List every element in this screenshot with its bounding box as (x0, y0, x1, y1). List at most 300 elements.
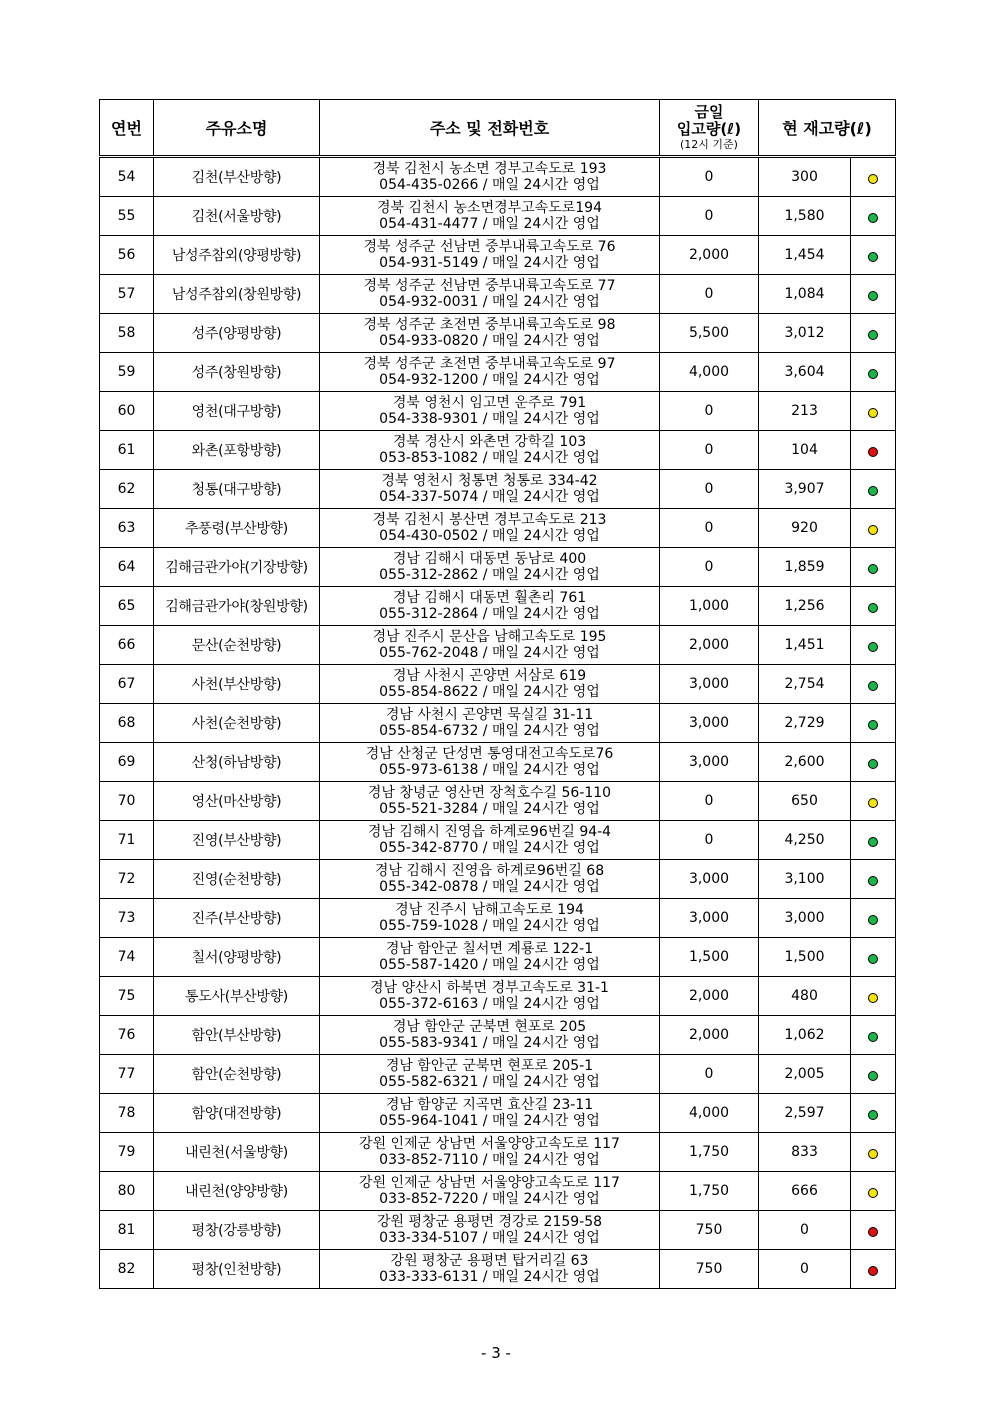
station-name: 평창(강릉방향) (154, 1211, 320, 1250)
gas-station-table (99, 99, 896, 1289)
row-number: 77 (100, 1055, 154, 1094)
station-name: 영산(마산방향) (154, 782, 320, 821)
status-cell (851, 977, 896, 1016)
current-stock: 1,580 (759, 197, 851, 236)
row-number: 81 (100, 1211, 154, 1250)
address-line: 강원 평창군 용평면 경강로 2159-58 (376, 1214, 603, 1230)
station-name: 성주(창원방향) (154, 353, 320, 392)
station-address (320, 587, 660, 626)
station-address (320, 236, 660, 275)
status-cell (851, 626, 896, 665)
row-number: 72 (100, 860, 154, 899)
phone-hours-line: 055-973-6138 / 매일 24시간 영업 (379, 762, 600, 778)
table-row (100, 275, 896, 314)
table-row (100, 1016, 896, 1055)
phone-hours-line: 055-583-9341 / 매일 24시간 영업 (379, 1035, 600, 1051)
status-cell (851, 157, 896, 197)
status-dot-icon (868, 1149, 878, 1159)
phone-hours-line: 055-964-1041 / 매일 24시간 영업 (379, 1113, 600, 1129)
status-cell (851, 1250, 896, 1289)
table-row (100, 1055, 896, 1094)
station-name: 와촌(포항방향) (154, 431, 320, 470)
table-row (100, 470, 896, 509)
row-number: 79 (100, 1133, 154, 1172)
station-name: 내린천(서울방향) (154, 1133, 320, 1172)
station-name: 남성주참외(창원방향) (154, 275, 320, 314)
address-line: 경북 영천시 임고면 운주로 791 (392, 395, 587, 411)
table-row (100, 353, 896, 392)
current-stock: 1,084 (759, 275, 851, 314)
status-cell (851, 743, 896, 782)
status-dot-icon (868, 408, 878, 418)
incoming-amount: 0 (660, 548, 759, 587)
station-address (320, 782, 660, 821)
header-stock: 현 재고량(ℓ) (759, 100, 896, 157)
status-dot-icon (868, 837, 878, 847)
status-cell (851, 938, 896, 977)
address-line: 경북 김천시 봉산면 경부고속도로 213 (372, 512, 607, 528)
table-row (100, 821, 896, 860)
incoming-amount: 4,000 (660, 1094, 759, 1133)
phone-hours-line: 055-312-2862 / 매일 24시간 영업 (379, 567, 600, 583)
table-row (100, 1172, 896, 1211)
station-address (320, 392, 660, 431)
status-dot-icon (868, 447, 878, 457)
current-stock: 0 (759, 1250, 851, 1289)
status-dot-icon (868, 1032, 878, 1042)
status-dot-icon (868, 720, 878, 730)
table-row (100, 1094, 896, 1133)
row-number: 58 (100, 314, 154, 353)
row-number: 62 (100, 470, 154, 509)
table-row (100, 626, 896, 665)
status-dot-icon (868, 642, 878, 652)
row-number: 63 (100, 509, 154, 548)
page-number: - 3 - (481, 1344, 511, 1362)
incoming-amount: 5,500 (660, 314, 759, 353)
address-line: 강원 인제군 상남면 서울양양고속도로 117 (359, 1136, 620, 1152)
row-number: 64 (100, 548, 154, 587)
current-stock: 3,907 (759, 470, 851, 509)
station-address (320, 821, 660, 860)
station-name: 통도사(부산방향) (154, 977, 320, 1016)
address-line: 경북 김천시 농소면경부고속도로194 (377, 200, 602, 216)
current-stock: 2,754 (759, 665, 851, 704)
station-name: 산청(하남방향) (154, 743, 320, 782)
address-line: 경북 성주군 선남면 중부내륙고속도로 77 (363, 278, 616, 294)
incoming-amount: 0 (660, 470, 759, 509)
row-number: 59 (100, 353, 154, 392)
phone-hours-line: 055-312-2864 / 매일 24시간 영업 (379, 606, 600, 622)
station-address (320, 1250, 660, 1289)
phone-hours-line: 055-854-6732 / 매일 24시간 영업 (379, 723, 600, 739)
address-line: 경남 사천시 곤양면 묵실길 31-11 (385, 707, 594, 723)
address-line: 경북 성주군 선남면 중부내륙고속도로 76 (363, 239, 616, 255)
current-stock: 1,062 (759, 1016, 851, 1055)
station-address (320, 431, 660, 470)
current-stock: 1,859 (759, 548, 851, 587)
address-line: 강원 평창군 용평면 탑거리길 63 (390, 1253, 589, 1269)
header-incoming-line1: 금일 (694, 103, 724, 121)
incoming-amount: 0 (660, 431, 759, 470)
row-number: 55 (100, 197, 154, 236)
incoming-amount: 0 (660, 275, 759, 314)
phone-hours-line: 054-932-1200 / 매일 24시간 영업 (379, 372, 600, 388)
address-line: 경북 김천시 농소면 경부고속도로 193 (372, 161, 607, 177)
station-name: 함안(순천방향) (154, 1055, 320, 1094)
status-cell (851, 275, 896, 314)
address-line: 경남 양산시 하북면 경부고속도로 31-1 (370, 980, 609, 996)
address-line: 경남 함양군 지곡면 효산길 23-11 (385, 1097, 594, 1113)
status-cell (851, 431, 896, 470)
header-address: 주소 및 전화번호 (320, 100, 660, 157)
current-stock: 213 (759, 392, 851, 431)
status-dot-icon (868, 330, 878, 340)
table-row (100, 392, 896, 431)
row-number: 78 (100, 1094, 154, 1133)
incoming-amount: 4,000 (660, 353, 759, 392)
address-line: 강원 인제군 상남면 서울양양고속도로 117 (359, 1175, 620, 1191)
incoming-amount: 0 (660, 782, 759, 821)
current-stock: 666 (759, 1172, 851, 1211)
table-row (100, 548, 896, 587)
station-address (320, 665, 660, 704)
incoming-amount: 3,000 (660, 704, 759, 743)
phone-hours-line: 033-852-7220 / 매일 24시간 영업 (379, 1191, 600, 1207)
status-dot-icon (868, 1110, 878, 1120)
incoming-amount: 2,000 (660, 236, 759, 275)
phone-hours-line: 054-338-9301 / 매일 24시간 영업 (379, 411, 600, 427)
address-line: 경남 김해시 진영읍 하계로96번길 94-4 (367, 824, 612, 840)
status-dot-icon (868, 174, 878, 184)
status-cell (851, 470, 896, 509)
station-address (320, 1172, 660, 1211)
table-row (100, 236, 896, 275)
address-line: 경북 영천시 청통면 청통로 334-42 (381, 473, 598, 489)
current-stock: 1,451 (759, 626, 851, 665)
incoming-amount: 0 (660, 821, 759, 860)
incoming-amount: 2,000 (660, 1016, 759, 1055)
table-row (100, 1250, 896, 1289)
table-header-row (100, 100, 896, 157)
status-dot-icon (868, 603, 878, 613)
station-address (320, 977, 660, 1016)
row-number: 61 (100, 431, 154, 470)
table-row (100, 157, 896, 197)
status-dot-icon (868, 1071, 878, 1081)
phone-hours-line: 055-342-8770 / 매일 24시간 영업 (379, 840, 600, 856)
incoming-amount: 1,000 (660, 587, 759, 626)
phone-hours-line: 055-372-6163 / 매일 24시간 영업 (379, 996, 600, 1012)
header-incoming (660, 100, 759, 157)
phone-hours-line: 053-853-1082 / 매일 24시간 영업 (379, 450, 600, 466)
station-address (320, 1016, 660, 1055)
header-incoming-note: (12시 기준) (680, 138, 738, 151)
address-line: 경북 성주군 초전면 중부내륙고속도로 97 (363, 356, 616, 372)
address-line: 경남 진주시 남해고속도로 194 (395, 902, 584, 918)
table-body (100, 157, 896, 1289)
phone-hours-line: 054-431-4477 / 매일 24시간 영업 (379, 216, 600, 232)
station-address (320, 743, 660, 782)
table-row (100, 938, 896, 977)
current-stock: 4,250 (759, 821, 851, 860)
row-number: 80 (100, 1172, 154, 1211)
station-name: 함양(대전방향) (154, 1094, 320, 1133)
current-stock: 0 (759, 1211, 851, 1250)
row-number: 75 (100, 977, 154, 1016)
status-dot-icon (868, 291, 878, 301)
status-cell (851, 1172, 896, 1211)
station-name: 진주(부산방향) (154, 899, 320, 938)
station-name: 문산(순천방향) (154, 626, 320, 665)
table-row (100, 743, 896, 782)
current-stock: 920 (759, 509, 851, 548)
station-name: 사천(순천방향) (154, 704, 320, 743)
phone-hours-line: 055-521-3284 / 매일 24시간 영업 (379, 801, 600, 817)
station-name: 김해금관가야(기장방향) (154, 548, 320, 587)
phone-hours-line: 054-430-0502 / 매일 24시간 영업 (379, 528, 600, 544)
incoming-amount: 3,000 (660, 665, 759, 704)
current-stock: 1,256 (759, 587, 851, 626)
incoming-amount: 0 (660, 509, 759, 548)
status-dot-icon (868, 798, 878, 808)
station-address (320, 860, 660, 899)
status-cell (851, 353, 896, 392)
current-stock: 2,600 (759, 743, 851, 782)
current-stock: 2,597 (759, 1094, 851, 1133)
status-dot-icon (868, 486, 878, 496)
status-dot-icon (868, 369, 878, 379)
station-name: 평창(인천방향) (154, 1250, 320, 1289)
station-name: 내린천(양양방향) (154, 1172, 320, 1211)
row-number: 82 (100, 1250, 154, 1289)
station-address (320, 626, 660, 665)
status-cell (851, 1094, 896, 1133)
phone-hours-line: 055-762-2048 / 매일 24시간 영업 (379, 645, 600, 661)
row-number: 66 (100, 626, 154, 665)
header-no: 연번 (100, 100, 154, 157)
phone-hours-line: 055-582-6321 / 매일 24시간 영업 (379, 1074, 600, 1090)
status-cell (851, 1211, 896, 1250)
table-row (100, 197, 896, 236)
row-number: 70 (100, 782, 154, 821)
address-line: 경남 함안군 군북면 현포로 205 (392, 1019, 587, 1035)
row-number: 74 (100, 938, 154, 977)
station-address (320, 548, 660, 587)
phone-hours-line: 033-333-6131 / 매일 24시간 영업 (379, 1269, 600, 1285)
status-dot-icon (868, 252, 878, 262)
row-number: 57 (100, 275, 154, 314)
row-number: 68 (100, 704, 154, 743)
status-dot-icon (868, 915, 878, 925)
address-line: 경북 성주군 초전면 중부내륙고속도로 98 (363, 317, 616, 333)
incoming-amount: 3,000 (660, 899, 759, 938)
incoming-amount: 750 (660, 1211, 759, 1250)
table-row (100, 1133, 896, 1172)
status-cell (851, 704, 896, 743)
phone-hours-line: 033-334-5107 / 매일 24시간 영업 (379, 1230, 600, 1246)
station-address (320, 1055, 660, 1094)
table-row (100, 314, 896, 353)
status-dot-icon (868, 954, 878, 964)
phone-hours-line: 054-932-0031 / 매일 24시간 영업 (379, 294, 600, 310)
row-number: 65 (100, 587, 154, 626)
status-cell (851, 548, 896, 587)
address-line: 경남 산청군 단성면 통영대전고속도로76 (365, 746, 614, 762)
row-number: 76 (100, 1016, 154, 1055)
phone-hours-line: 055-587-1420 / 매일 24시간 영업 (379, 957, 600, 973)
address-line: 경남 김해시 진영읍 하계로96번길 68 (374, 863, 605, 879)
phone-hours-line: 054-933-0820 / 매일 24시간 영업 (379, 333, 600, 349)
phone-hours-line: 054-337-5074 / 매일 24시간 영업 (379, 489, 600, 505)
status-cell (851, 197, 896, 236)
header-incoming-line2: 입고량(ℓ) (676, 120, 742, 138)
station-address (320, 704, 660, 743)
incoming-amount: 0 (660, 392, 759, 431)
table-row (100, 1211, 896, 1250)
phone-hours-line: 054-931-5149 / 매일 24시간 영업 (379, 255, 600, 271)
station-name: 김천(부산방향) (154, 157, 320, 197)
incoming-amount: 1,750 (660, 1172, 759, 1211)
station-address (320, 314, 660, 353)
phone-hours-line: 055-854-8622 / 매일 24시간 영업 (379, 684, 600, 700)
station-address (320, 197, 660, 236)
incoming-amount: 750 (660, 1250, 759, 1289)
station-name: 남성주참외(양평방향) (154, 236, 320, 275)
current-stock: 480 (759, 977, 851, 1016)
status-cell (851, 509, 896, 548)
station-name: 진영(순천방향) (154, 860, 320, 899)
phone-hours-line: 033-852-7110 / 매일 24시간 영업 (379, 1152, 600, 1168)
station-name: 추풍령(부산방향) (154, 509, 320, 548)
status-cell (851, 782, 896, 821)
row-number: 56 (100, 236, 154, 275)
phone-hours-line: 055-759-1028 / 매일 24시간 영업 (379, 918, 600, 934)
current-stock: 1,500 (759, 938, 851, 977)
station-address (320, 353, 660, 392)
current-stock: 650 (759, 782, 851, 821)
station-name: 함안(부산방향) (154, 1016, 320, 1055)
incoming-amount: 2,000 (660, 977, 759, 1016)
status-dot-icon (868, 681, 878, 691)
current-stock: 104 (759, 431, 851, 470)
station-address (320, 1211, 660, 1250)
station-name: 진영(부산방향) (154, 821, 320, 860)
status-dot-icon (868, 1266, 878, 1276)
status-dot-icon (868, 759, 878, 769)
status-cell (851, 665, 896, 704)
current-stock: 300 (759, 157, 851, 197)
status-cell (851, 236, 896, 275)
table-row (100, 587, 896, 626)
incoming-amount: 0 (660, 1055, 759, 1094)
table-row (100, 977, 896, 1016)
status-dot-icon (868, 564, 878, 574)
station-address (320, 157, 660, 197)
address-line: 경남 진주시 문산읍 남해고속도로 195 (372, 629, 607, 645)
status-dot-icon (868, 1188, 878, 1198)
row-number: 60 (100, 392, 154, 431)
current-stock: 2,005 (759, 1055, 851, 1094)
station-address (320, 1094, 660, 1133)
current-stock: 3,000 (759, 899, 851, 938)
station-address (320, 1133, 660, 1172)
incoming-amount: 3,000 (660, 743, 759, 782)
address-line: 경남 함안군 군북면 현포로 205-1 (385, 1058, 594, 1074)
address-line: 경남 창녕군 영산면 장척호수길 56-110 (367, 785, 612, 801)
status-cell (851, 899, 896, 938)
status-dot-icon (868, 213, 878, 223)
current-stock: 2,729 (759, 704, 851, 743)
station-name: 사천(부산방향) (154, 665, 320, 704)
address-line: 경남 김해시 대동면 동남로 400 (392, 551, 587, 567)
row-number: 71 (100, 821, 154, 860)
row-number: 69 (100, 743, 154, 782)
station-address (320, 899, 660, 938)
header-name: 주유소명 (154, 100, 320, 157)
address-line: 경남 사천시 곤양면 서삼로 619 (392, 668, 587, 684)
station-name: 김해금관가야(창원방향) (154, 587, 320, 626)
station-name: 김천(서울방향) (154, 197, 320, 236)
address-line: 경북 경산시 와촌면 강학길 103 (392, 434, 587, 450)
current-stock: 3,100 (759, 860, 851, 899)
status-dot-icon (868, 993, 878, 1003)
station-name: 청통(대구방향) (154, 470, 320, 509)
station-address (320, 470, 660, 509)
table-row (100, 665, 896, 704)
status-dot-icon (868, 1227, 878, 1237)
table-row (100, 782, 896, 821)
table-row (100, 860, 896, 899)
current-stock: 1,454 (759, 236, 851, 275)
table-row (100, 899, 896, 938)
status-cell (851, 587, 896, 626)
current-stock: 3,604 (759, 353, 851, 392)
status-cell (851, 392, 896, 431)
status-cell (851, 1055, 896, 1094)
phone-hours-line: 055-342-0878 / 매일 24시간 영업 (379, 879, 600, 895)
station-address (320, 509, 660, 548)
incoming-amount: 3,000 (660, 860, 759, 899)
current-stock: 3,012 (759, 314, 851, 353)
table-row (100, 509, 896, 548)
status-dot-icon (868, 525, 878, 535)
incoming-amount: 1,750 (660, 1133, 759, 1172)
station-name: 성주(양평방향) (154, 314, 320, 353)
table-row (100, 431, 896, 470)
row-number: 67 (100, 665, 154, 704)
current-stock: 833 (759, 1133, 851, 1172)
status-cell (851, 1133, 896, 1172)
address-line: 경남 김해시 대동면 훨촌리 761 (392, 590, 587, 606)
incoming-amount: 0 (660, 157, 759, 197)
table-row (100, 704, 896, 743)
status-cell (851, 314, 896, 353)
station-address (320, 938, 660, 977)
status-cell (851, 860, 896, 899)
station-name: 칠서(양평방향) (154, 938, 320, 977)
phone-hours-line: 054-435-0266 / 매일 24시간 영업 (379, 177, 600, 193)
station-address (320, 275, 660, 314)
incoming-amount: 0 (660, 197, 759, 236)
address-line: 경남 함안군 칠서면 계룡로 122-1 (385, 941, 594, 957)
incoming-amount: 2,000 (660, 626, 759, 665)
station-name: 영천(대구방향) (154, 392, 320, 431)
status-cell (851, 821, 896, 860)
row-number: 54 (100, 157, 154, 197)
incoming-amount: 1,500 (660, 938, 759, 977)
status-cell (851, 1016, 896, 1055)
